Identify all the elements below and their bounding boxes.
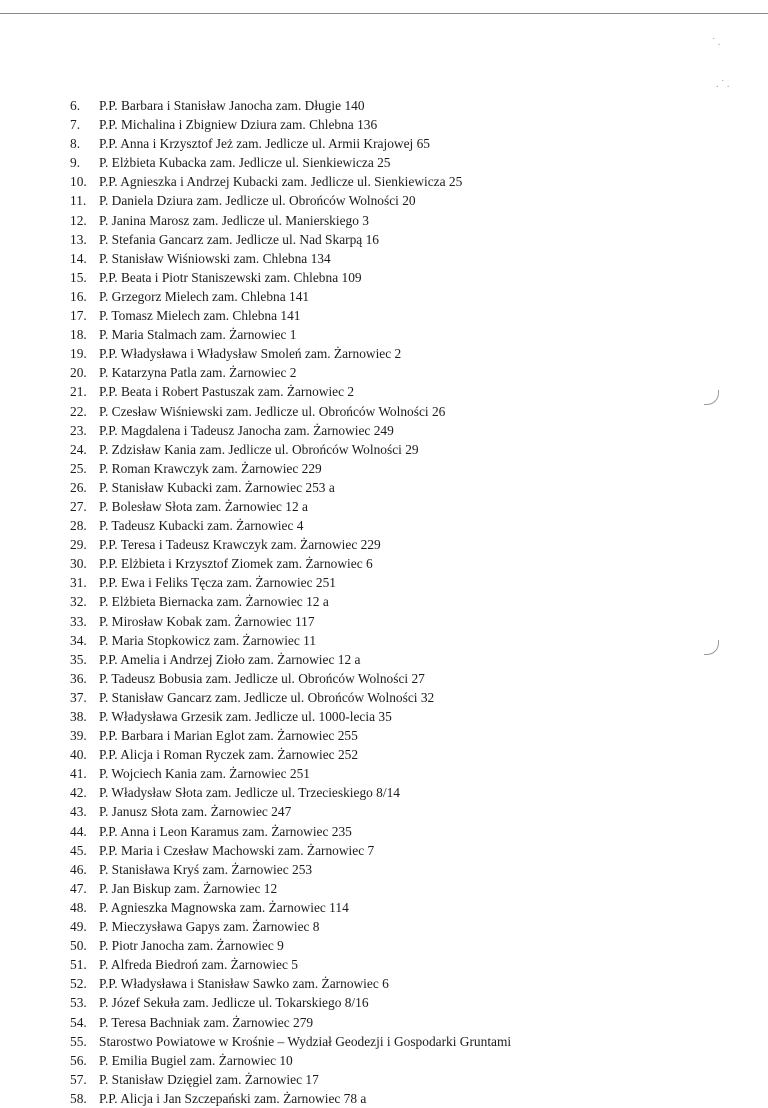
list-item [70, 325, 511, 344]
item-text: P. Daniela Dziura zam. Jedlicze ul. Obrońców Wolności 20 [99, 193, 416, 209]
list-item [70, 344, 511, 363]
item-number: 43. [70, 804, 87, 820]
item-text: P. Grzegorz Mielech zam. Chlebna 141 [99, 288, 310, 304]
item-number: 36. [70, 670, 87, 686]
list-item [70, 1070, 511, 1089]
list-item [70, 134, 511, 153]
item-text: P.P. Barbara i Stanisław Janocha zam. Długie 140 [99, 98, 365, 113]
list-item [70, 898, 511, 917]
item-text: P.P. Magdalena i Tadeusz Janocha zam. Żarnowiec 249 [99, 422, 394, 438]
list-item [70, 306, 511, 325]
item-text: P. Roman Krawczyk zam. Żarnowiec 229 [99, 460, 322, 476]
list-item [70, 172, 511, 191]
list-item [70, 268, 511, 287]
item-number: 49. [70, 919, 87, 935]
item-number: 53. [70, 995, 87, 1011]
item-number: 44. [70, 823, 87, 839]
list-item [70, 726, 511, 745]
item-text: P. Stanisław Dzięgiel zam. Żarnowiec 17 [99, 1071, 319, 1087]
item-text: P.P. Elżbieta i Krzysztof Ziomek zam. Żarnowiec 6 [99, 556, 373, 572]
item-number: 30. [70, 556, 87, 572]
item-number: 45. [70, 842, 87, 858]
item-text: P. Bolesław Słota zam. Żarnowiec 12 a [99, 498, 308, 514]
item-number: 37. [70, 689, 87, 705]
list-item [70, 650, 511, 669]
item-number: 46. [70, 861, 87, 877]
item-text: P. Piotr Janocha zam. Żarnowiec 9 [99, 938, 284, 954]
list-item [70, 745, 511, 764]
item-text: P.P. Teresa i Tadeusz Krawczyk zam. Żarnowiec 229 [99, 537, 381, 553]
item-number: 56. [70, 1052, 87, 1068]
margin-pen-mark [704, 390, 719, 405]
item-number: 15. [70, 269, 87, 285]
list-item [70, 707, 511, 726]
item-text: P.P. Maria i Czesław Machowski zam. Żarnowiec 7 [99, 842, 375, 858]
list-item [70, 955, 511, 974]
item-text: P. Józef Sekuła zam. Jedlicze ul. Tokarskiego 8/16 [99, 995, 369, 1011]
item-number: 26. [70, 479, 87, 495]
item-number: 12. [70, 212, 87, 228]
item-text: P. Janusz Słota zam. Żarnowiec 247 [99, 804, 292, 820]
list-item [70, 631, 511, 650]
item-number: 21. [70, 384, 87, 400]
item-text: P.P. Michalina i Zbigniew Dziura zam. Chlebna 136 [99, 117, 378, 133]
list-item [70, 974, 511, 993]
item-number: 40. [70, 747, 87, 763]
item-number: 10. [70, 174, 87, 190]
list-item [70, 879, 511, 898]
list-item [70, 936, 511, 955]
item-number: 51. [70, 957, 87, 973]
item-text: P. Stanisław Wiśniowski zam. Chlebna 134 [99, 250, 331, 266]
list-item [70, 573, 511, 592]
item-text: P. Zdzisław Kania zam. Jedlicze ul. Obrońców Wolności 29 [99, 441, 419, 457]
list-item [70, 554, 511, 573]
item-number: 55. [70, 1033, 87, 1049]
item-number: 23. [70, 422, 87, 438]
list-item [70, 535, 511, 554]
item-number: 29. [70, 537, 87, 553]
item-text: P. Jan Biskup zam. Żarnowiec 12 [99, 880, 278, 896]
list-item [70, 440, 511, 459]
item-number: 58. [70, 1090, 87, 1106]
list-item [70, 783, 511, 802]
item-text: P. Katarzyna Patla zam. Żarnowiec 2 [99, 365, 297, 381]
item-text: P. Czesław Wiśniewski zam. Jedlicze ul. Obrońców Wolności 26 [99, 403, 446, 419]
item-number: 50. [70, 938, 87, 954]
list-item [70, 669, 511, 688]
item-text: P. Tomasz Mielech zam. Chlebna 141 [99, 308, 301, 324]
item-text: P.P. Alicja i Jan Szczepański zam. Żarnowiec 78 a [99, 1090, 367, 1106]
list-item [70, 191, 511, 210]
list-item [70, 993, 511, 1012]
item-text: P.P. Ewa i Feliks Tęcza zam. Żarnowiec 251 [99, 575, 337, 591]
list-item [70, 421, 511, 440]
item-text: P. Teresa Bachniak zam. Żarnowiec 279 [99, 1014, 314, 1030]
top-scan-edge-line [0, 13, 768, 14]
list-item [70, 382, 511, 401]
item-number: 42. [70, 785, 87, 801]
item-text: P. Alfreda Biedroń zam. Żarnowiec 5 [99, 957, 298, 973]
list-item [70, 402, 511, 421]
item-number: 41. [70, 766, 87, 782]
list-item [70, 1032, 511, 1051]
item-text: P.P. Beata i Robert Pastuszak zam. Żarnowiec 2 [99, 384, 355, 400]
item-number: 31. [70, 575, 87, 591]
item-number: 34. [70, 632, 87, 648]
item-number: 54. [70, 1014, 87, 1030]
item-text: P. Agnieszka Magnowska zam. Żarnowiec 114 [99, 899, 349, 915]
item-text: P. Stanisław Kubacki zam. Żarnowiec 253 a [99, 479, 335, 495]
item-number: 57. [70, 1071, 87, 1087]
item-text: P. Elżbieta Kubacka zam. Jedlicze ul. Sienkiewicza 25 [99, 155, 391, 171]
item-number: 6. [70, 98, 81, 113]
list-item [70, 1013, 511, 1032]
list-item [70, 249, 511, 268]
item-text: P. Władysława Grzesik zam. Jedlicze ul. 1000-lecia 35 [99, 709, 392, 724]
item-number: 33. [70, 613, 87, 629]
list-item [70, 153, 511, 172]
list-item [70, 497, 511, 516]
item-text: P. Wojciech Kania zam. Żarnowiec 251 [99, 766, 310, 782]
list-item [70, 860, 511, 879]
list-item [70, 516, 511, 535]
item-text: P.P. Beata i Piotr Staniszewski zam. Chlebna 109 [99, 269, 362, 285]
item-text: P. Maria Stalmach zam. Żarnowiec 1 [99, 327, 297, 343]
scan-speck: . ˙ . [716, 79, 730, 90]
item-number: 17. [70, 308, 87, 324]
list-item [70, 478, 511, 497]
item-number: 28. [70, 518, 87, 534]
item-text: P.P. Agnieszka i Andrzej Kubacki zam. Jedlicze ul. Sienkiewicza 25 [99, 174, 463, 190]
list-item [70, 115, 511, 134]
item-number: 48. [70, 899, 87, 915]
margin-pen-mark [704, 640, 719, 655]
list-item [70, 1089, 511, 1108]
list-item [70, 802, 511, 821]
item-number: 11. [70, 193, 87, 209]
list-item [70, 96, 511, 115]
item-text: P.P. Anna i Leon Karamus zam. Żarnowiec 235 [99, 823, 352, 839]
item-text: P. Emilia Bugiel zam. Żarnowiec 10 [99, 1052, 293, 1068]
scan-speck: ˙ . [712, 37, 721, 48]
item-number: 35. [70, 651, 87, 667]
list-item [70, 211, 511, 230]
item-number: 14. [70, 250, 87, 266]
item-number: 13. [70, 231, 87, 247]
list-item [70, 459, 511, 478]
list-item [70, 1051, 511, 1070]
item-number: 38. [70, 709, 87, 724]
item-number: 7. [70, 117, 81, 133]
item-text: P. Stefania Gancarz zam. Jedlicze ul. Nad Skarpą 16 [99, 231, 379, 247]
list-item [70, 841, 511, 860]
item-text: P. Stanisława Kryś zam. Żarnowiec 253 [99, 861, 313, 877]
item-number: 24. [70, 441, 87, 457]
item-text: P.P. Amelia i Andrzej Zioło zam. Żarnowiec 12 a [99, 651, 361, 667]
item-number: 27. [70, 498, 87, 514]
item-number: 16. [70, 288, 87, 304]
item-number: 39. [70, 728, 87, 744]
item-number: 18. [70, 327, 87, 343]
list-item [70, 592, 511, 611]
item-text: P. Elżbieta Biernacka zam. Żarnowiec 12 a [99, 594, 329, 610]
item-number: 25. [70, 460, 87, 476]
item-text: P. Janina Marosz zam. Jedlicze ul. Manierskiego 3 [99, 212, 369, 228]
item-text: P.P. Alicja i Roman Ryczek zam. Żarnowiec 252 [99, 747, 359, 763]
list-item [70, 688, 511, 707]
item-text: P. Stanisław Gancarz zam. Jedlicze ul. Obrońców Wolności 32 [99, 689, 435, 705]
item-text: P.P. Anna i Krzysztof Jeż zam. Jedlicze ul. Armii Krajowej 65 [99, 136, 430, 152]
item-text: Starostwo Powiatowe w Krośnie – Wydział Geodezji i Gospodarki Gruntami [99, 1033, 512, 1049]
list-item [70, 917, 511, 936]
list-item [70, 230, 511, 249]
item-text: P. Maria Stopkowicz zam. Żarnowiec 11 [99, 632, 317, 648]
item-text: P. Mirosław Kobak zam. Żarnowiec 117 [99, 613, 315, 629]
item-number: 20. [70, 365, 87, 381]
item-number: 52. [70, 976, 87, 992]
item-text: P.P. Władysława i Władysław Smoleń zam. Żarnowiec 2 [99, 346, 402, 362]
list-item [70, 363, 511, 382]
item-number: 9. [70, 155, 81, 171]
item-text: P.P. Barbara i Marian Eglot zam. Żarnowiec 255 [99, 728, 358, 744]
item-number: 19. [70, 346, 87, 362]
list-item [70, 764, 511, 783]
item-number: 47. [70, 880, 87, 896]
item-number: 8. [70, 136, 81, 152]
list-item [70, 612, 511, 631]
item-text: P.P. Władysława i Stanisław Sawko zam. Żarnowiec 6 [99, 976, 389, 992]
item-number: 22. [70, 403, 87, 419]
addressee-list [70, 96, 511, 1108]
item-text: P. Tadeusz Kubacki zam. Żarnowiec 4 [99, 518, 304, 534]
list-item [70, 287, 511, 306]
item-number: 32. [70, 594, 87, 610]
item-text: P. Tadeusz Bobusia zam. Jedlicze ul. Obrońców Wolności 27 [99, 670, 425, 686]
item-text: P. Mieczysława Gapys zam. Żarnowiec 8 [99, 919, 320, 935]
item-text: P. Władysław Słota zam. Jedlicze ul. Trzecieskiego 8/14 [99, 785, 400, 801]
list-item [70, 822, 511, 841]
